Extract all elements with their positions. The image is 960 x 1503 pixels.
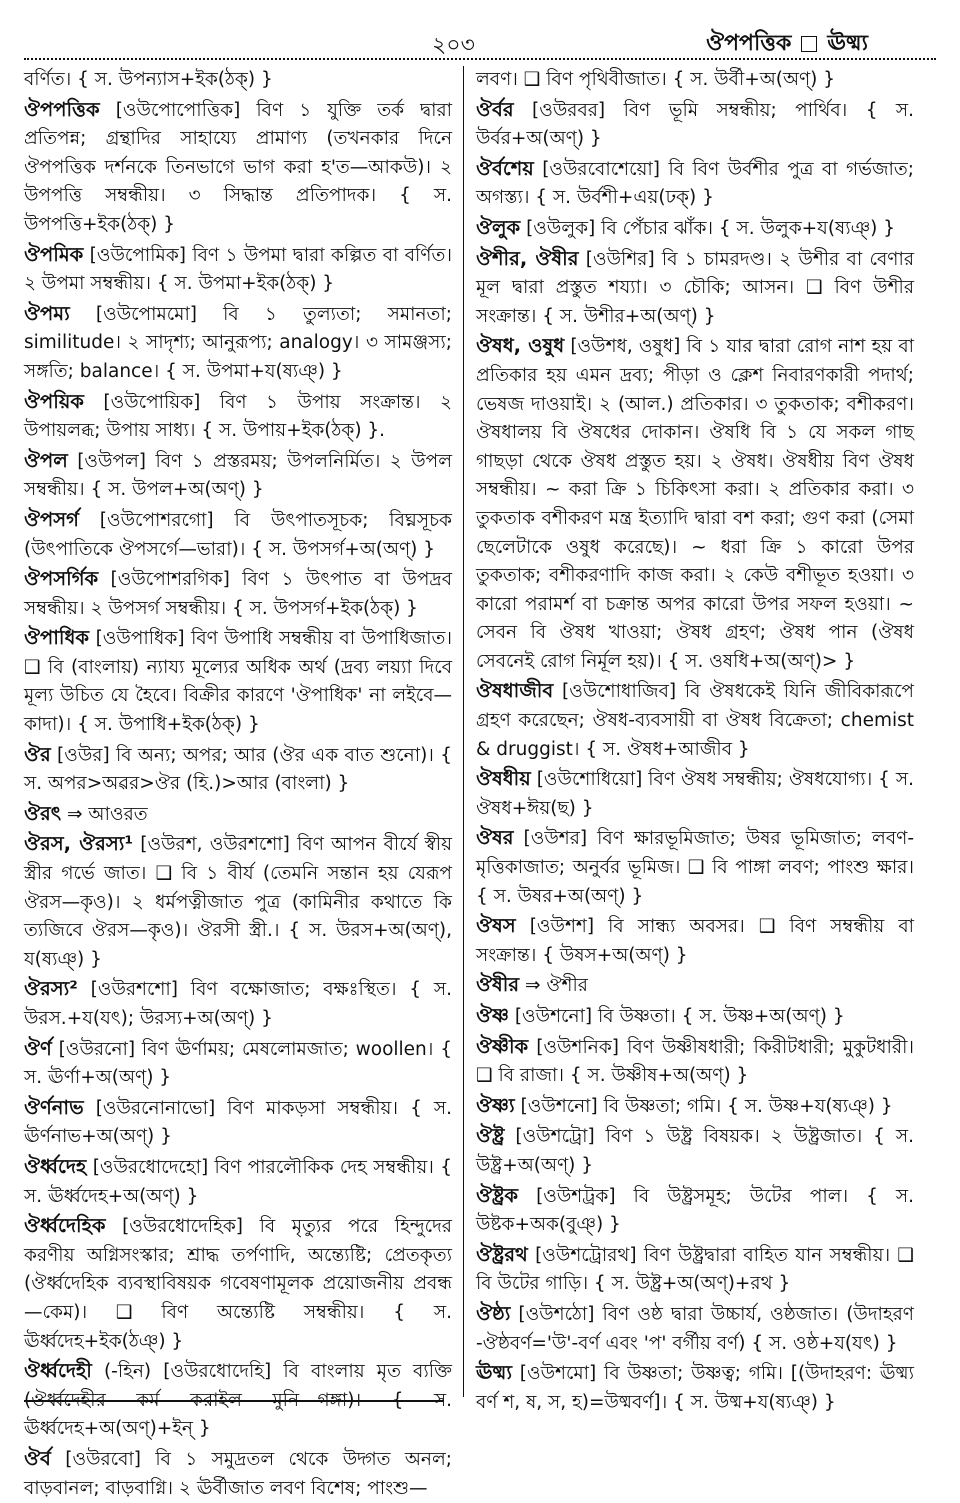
dictionary-entry <box>24 1153 452 1211</box>
entry-definition: [ওউরশশো] বিণ বক্ষোজাত; বক্ষঃস্থিত। { স. উরস.+য(যৎ); উরস্য+অ(অণ্) } <box>24 979 452 1029</box>
entry-headword: ঔর্ণ <box>24 1036 52 1060</box>
dictionary-entry <box>476 677 914 764</box>
entry-headword: ঔরৎ <box>24 801 62 825</box>
entry-headword: ঔরস, ঔরস্য¹ <box>24 832 133 856</box>
entry-definition: [ওউশশ] বি সান্ধ্য অবসর। ❑ বিণ সম্বন্ধীয় বা সংক্রান্ত। { উষস+অ(অণ্) } <box>476 916 914 966</box>
entry-headword: ঔশীর, ঔষীর <box>476 246 579 270</box>
dictionary-entry <box>476 824 914 911</box>
entry-headword: ঔপসর্গ <box>24 507 79 531</box>
entry-headword: ঔলুক <box>476 215 521 239</box>
dictionary-entry <box>24 565 452 623</box>
entry-definition: [ওউরবোশেয়ো] বি বিণ উর্বশীর পুত্র বা গর্ভজাত; অগস্ত্য। { স. উর্বশী+এয়(ঢক্) } <box>476 158 914 209</box>
entry-definition: [ওউরধোদেহো] বিণ পারলৌকিক দেহ সম্বন্ধীয়। { স. ঊর্ধ্বদেহ+অ(অণ্) } <box>24 1156 452 1207</box>
entry-headword: ঔপপত্তিক <box>24 97 100 121</box>
entry-headword: ঔপাধিক <box>24 626 90 650</box>
header-rule <box>24 58 936 60</box>
entry-headword: ঔষ্ণ্য <box>476 1093 515 1117</box>
guide-word-first: ঔপপত্তিক <box>706 31 792 56</box>
entry-definition: [ওউশনিক] বিণ উষ্ণীষধারী; কিরীটধারী; মুকুটধারী। ❑ বি রাজা। { স. উষ্ণীষ+অ(অণ্) } <box>476 1036 914 1087</box>
dictionary-entry <box>476 245 914 332</box>
entry-definition: [ওউলুক] বি পেঁচার ঝাঁক। { স. উলুক+য(ষ্যঞ্) } <box>526 217 896 239</box>
dictionary-entry <box>24 1094 452 1152</box>
entry-headword: ঔষ্ট্র <box>476 1124 505 1148</box>
dictionary-entry <box>476 155 914 213</box>
dictionary-entry <box>24 96 452 240</box>
dictionary-entry <box>476 66 914 95</box>
dictionary-entry <box>24 388 452 446</box>
entry-definition: [ওউরধোদেহিক] বি মৃত্যুর পরে হিন্দুদের করণীয় অগ্নিসংস্কার; শ্রাদ্ধ তর্পণাদি, অন্ত্যেষ্টি; প্রেতকৃত্য (ঔর্ধ্বদেহিক ব্যবস্থাবিষয়ক গবেষণামূলক প্রয়োজনীয় প্রবন্ধ—কেম)। ❑ বিণ অন্ত্যেষ্টি সম্বন্ধীয়। { স. ঊর্ধ্বদেহ+ইক(ঠঞ্) } <box>24 1216 452 1352</box>
entry-definition: [ওউরনো] বিণ ঊর্ণাময়; মেষলোমজাত; woollen। { স. ঊর্ণা+অ(অণ্) } <box>24 1038 452 1089</box>
entry-headword: ঔষধাজীব <box>476 679 554 703</box>
column-divider <box>463 66 464 1397</box>
entry-definition: [ওউশধ, ওষুধ] বি ১ যার দ্বারা রোগ নাশ হয় বা প্রতিকার হয় এমন দ্রব্য; পীড়া ও ক্লেশ নিবারণকারী পদার্থ; ভেষজ দাওয়াই। ২ (আল.) প্রতিকার। ৩ তুকতাক; বশীকরণ। ঔষধালয় বি ঔষধের দোকান। ঔষধি বি ১ যে সকল গাছ গাছড়া থেকে ঔষধ প্রস্তুত হয়। ২ ঔষধ। ঔষধীয় বিণ ঔষধ সম্বন্ধীয়। ~ করা ক্রি ১ চিকিৎসা করা। ২ প্রতিকার করা। ৩ তুকতাক বশীকরণ মন্ত্র ইত্যাদি দ্বারা বশ করা; গুণ করা (সেমা ছেলেটাকে ওষুধ করেছে)। ~ ধরা ক্রি ১ কারো উপর তুকতাক; বশীকরণাদি কাজ করা। ২ কেউ বশীভূত হওয়া। ৩ কারো পরামর্শ বা চক্রান্ত অপর কারো উপর সফল হওয়া। ~ সেবন বি ঔষধ খাওয়া; ঔষধ গ্রহণ; ঔষধ পান (ঔষধ সেবনেই রোগ নির্মূল হয়)। { স. ওষধি+অ(অণ্)> } <box>476 336 914 672</box>
entry-headword: ঔষ্ণীক <box>476 1034 529 1058</box>
dictionary-entry <box>24 1445 452 1503</box>
dictionary-entry <box>476 1033 914 1091</box>
dictionary-entry <box>476 1359 914 1417</box>
entry-definition: [ওউশঠো] বিণ ওষ্ঠ দ্বারা উচ্চার্য, ওষ্ঠজাত। (উদাহরণ -ঔষ্ঠবর্ণ='উ'-বর্ণ এবং 'প' বর্গীয় বর্ণ) { স. ওষ্ঠ+য(যৎ) } <box>476 1303 914 1354</box>
guide-word-last: ঊষ্ম্য <box>827 31 868 56</box>
entry-headword: ঔপল <box>24 448 68 472</box>
entry-headword: ঔষ্ট্রক <box>476 1183 519 1207</box>
entry-headword: ঊষ্ম্য <box>476 1361 513 1385</box>
entry-headword: ঔষধ, ওষুধ <box>476 334 565 358</box>
dictionary-entry <box>24 506 452 564</box>
entry-headword: ঔষস <box>476 914 516 938</box>
entry-headword: ঔষর <box>476 826 514 850</box>
right-column <box>476 66 914 1413</box>
dictionary-entry <box>24 1035 452 1093</box>
entry-headword: ঔষীর <box>476 973 520 997</box>
guide-separator-box <box>801 36 817 52</box>
entry-headword: ঔষ্ণ <box>476 1004 509 1027</box>
entry-headword: ঔপয়িক <box>24 389 84 413</box>
dictionary-entry <box>476 96 914 154</box>
dictionary-entry <box>24 624 452 739</box>
entry-headword: ঔপম্য <box>24 301 70 325</box>
entry-definition: [ওউরনোনাভো] বিণ মাকড়সা সম্বন্ধীয়। { স. ঊর্ণনাভ+অ(অণ্) } <box>24 1097 453 1148</box>
entry-definition: [ওউপাধিক] বিণ উপাধি সম্বন্ধীয় বা উপাধিজাত। ❑ বি (বাংলায়) ন্যায্য মূল্যের অধিক অর্থ (দ্রব্য লয়্যা দিবে মূল্য উচিত যে হৈবে। বিক্রীর কারণে 'ঔপাধিক' না লইবে—কাদা)। { স. উপাধি+ইক(ঠক্) } <box>24 628 452 736</box>
dictionary-entry <box>476 971 914 1001</box>
dictionary-entry <box>476 214 914 244</box>
entry-headword: ঔর্ধ্বদেহিক <box>24 1214 106 1238</box>
dictionary-entry <box>476 1002 914 1032</box>
entry-definition: [ওউপল] বিণ ১ প্রস্তরময়; উপলনির্মিত। ২ উপল সম্বন্ধীয়। { স. উপল+অ(অণ্) } <box>24 450 452 501</box>
entry-definition: [ওউশনো] বি উষ্ণতা; গমি। { স. উষ্ণ+য(ষ্যঞ্) } <box>520 1095 893 1117</box>
entry-headword: ঔষ্ঠ্য <box>476 1301 511 1325</box>
entry-definition: [ওউশির] বি ১ চামরদণ্ড। ২ উশীর বা বেণার মূল দ্বারা প্রস্তুত শয্যা। ৩ চৌকি; আসন। ❑ বিণ উশীর সংক্রান্ত। { স. উশীর+অ(অণ্) } <box>476 248 914 327</box>
entry-definition: [ওউশট্রো] বিণ ১ উষ্ট্র বিষয়ক। ২ উষ্ট্রজাত। { স. উষ্ট্র+অ(অণ্) } <box>476 1126 914 1176</box>
dictionary-entry <box>24 830 452 974</box>
entry-definition: [ওউরবর] বিণ ভূমি সম্বন্ধীয়; পার্থিব। { স. উর্বর+অ(অণ্) } <box>476 99 914 150</box>
page-number: ২০৩ <box>432 33 475 58</box>
entry-definition: (-হিন) [ওউরধোদেহি] বি বাংলায় মৃত ব্যক্তি (ঔর্ধ্বদেহীর কর্ম করাইল মুনি—গঙ্গা)। { স. ঊর্ধ্বদেহ+অ(অণ্)+ইন্ } <box>24 1361 452 1440</box>
entry-headword: ঔপমিক <box>24 242 84 266</box>
entry-headword: ঔর্ণনাভ <box>24 1095 84 1119</box>
entry-definition: [ওউশট্রক] বি উষ্ট্রসমূহ; উটের পাল। { স. উষ্টক+অক(বুঞ্) } <box>476 1185 914 1236</box>
entry-definition: [ওউশমো] বি উষ্ণতা; উষ্ণত্ব; গমি। [(উদাহরণ: ঊষ্ম্য বর্ণ শ, ষ, স, হ)=উষ্মবর্ণ]। { স. উষ্ম+য(ষ্যঞ্) } <box>476 1363 914 1413</box>
entry-headword: ঔর্ধ্বদেহী <box>24 1359 92 1383</box>
dictionary-entry <box>476 1122 914 1180</box>
bottom-rule <box>24 1400 444 1402</box>
entry-definition: [ওউপোশরগিক] বিণ ১ উৎপাত বা উপদ্রব সম্বন্ধীয়। ২ উপসর্গ সম্বন্ধীয়। { স. উপসর্গ+ইক(ঠক্) } <box>24 569 452 619</box>
left-column <box>24 66 453 1499</box>
entry-headword: ঔষধীয় <box>476 767 531 791</box>
entry-definition: [ওউশট্রোরথ] বিণ উষ্ট্রদ্বারা বাহিত যান সম্বন্ধীয়। ❑ বি উটের গাড়ি। { স. উষ্ট্র+অ(অণ্)+রথ } <box>476 1244 914 1295</box>
dictionary-entry <box>24 741 452 799</box>
dictionary-entry <box>24 241 452 299</box>
entry-definition: [ওউপোমমো] বি ১ তুল্যতা; সমানতা; similitude। ২ সাদৃশ্য; আনুরূপ্য; analogy। ৩ সামঞ্জস্য; সঙ্গতি; balance। { স. উপমা+য(ষ্যঞ্) } <box>24 303 452 382</box>
entry-headword: ঔরস্য² <box>24 977 78 1001</box>
dictionary-entry <box>476 765 914 823</box>
entry-definition: [ওউপোয়িক] বিণ ১ উপায় সংক্রান্ত। ২ উপায়লব্ধ; উপায় সাধ্য। { স. উপায়+ইক(ঠক্) }. <box>24 391 452 442</box>
entry-definition: [ওউরবো] বি ১ সমুদ্রতল থেকে উদ্গত অনল; বাড়বানল; বাড়বাগ্নি। ২ ঊর্বীজাত লবণ বিশেষ; পাংশু— <box>24 1448 452 1499</box>
entry-definition: [ওউপোশরগো] বি উৎপাতসূচক; বিঘ্নসূচক (উৎপাতিকে ঔপসর্গে—ভারা)। { স. উপসর্গ+অ(অণ্) } <box>24 509 452 560</box>
dictionary-entry <box>476 1241 914 1299</box>
dictionary-entry <box>24 66 452 95</box>
dictionary-entry <box>24 975 452 1033</box>
entry-definition: [ওউপোমিক] বিণ ১ উপমা দ্বারা কল্পিত বা বর্ণিত। ২ উপমা সম্বন্ধীয়। { স. উপমা+ইক(ঠক্) } <box>24 244 452 295</box>
dictionary-entry <box>24 447 452 505</box>
page-header <box>0 22 960 62</box>
entry-headword: ঔর্বর <box>476 97 514 121</box>
entry-definition: [ওউশোধিয়ো] বিণ ঔষধ সম্বন্ধীয়; ঔষধযোগ্য। { স. ঔষধ+ঈয়(ছ) } <box>476 769 914 819</box>
dictionary-entry <box>476 1092 914 1122</box>
dictionary-entry <box>24 800 452 830</box>
entry-headword: ঔর <box>24 742 51 766</box>
entry-definition: [ওউশনো] বি উষ্ণতা। { স. উষ্ণ+অ(অণ্) } <box>514 1006 845 1027</box>
dictionary-entry <box>24 300 452 387</box>
dictionary-entry <box>476 1300 914 1358</box>
entry-definition: ⇒ ঔশীর <box>524 975 588 997</box>
entry-headword: ঔষ্ট্ররথ <box>476 1242 528 1266</box>
entry-headword: ঔর্ব <box>24 1446 51 1470</box>
entry-definition: লবণ। ❑ বিণ পৃথিবীজাত। { স. উর্বী+অ(অণ্) } <box>476 69 836 90</box>
entry-definition: [ওউশর] বিণ ক্ষারভূমিজাত; উষর ভূমিজাত; লবণ-মৃত্তিকাজাত; অনুর্বর ভূমিজ। ❑ বি পাঙ্গা লবণ; পাংশু ক্ষার। { স. উষর+অ(অণ্) } <box>476 828 914 907</box>
dictionary-entry <box>476 1182 914 1240</box>
entry-definition: [ওউশোধাজিব] বি ঔষধকেই যিনি জীবিকারূপে গ্রহণ করেছেন; ঔষধ-ব্যবসায়ী বা ঔষধ বিক্রেতা; chemist & druggist। { স. ঔষধ+আজীব } <box>476 681 914 760</box>
dictionary-entry <box>24 1212 452 1356</box>
entry-definition: [ওউর] বি অন্য; অপর; আর (ঔর এক বাত শুনো)। { স. অপর>অৱর>ঔর (হি.)>আর (বাংলা) } <box>24 744 452 795</box>
entry-headword: ঔর্বশেয় <box>476 156 534 180</box>
entry-headword: ঔর্ধ্বদেহ <box>24 1154 87 1178</box>
dictionary-entry <box>476 332 914 676</box>
entry-definition: বর্ণিত। { স. উপন্যাস+ইক(ঠক্) } <box>24 69 273 90</box>
entry-definition: [ওউপোপোত্তিক] বিণ ১ যুক্তি তর্ক দ্বারা প্রতিপন্ন; গ্রন্থাদির সাহায্যে প্রামাণ্য (তখনকার দিনে ঔপপত্তিক দর্শনকে তিনভাগে ভাগ করা হ'ত—আকউ)। ২ উপপত্তি সম্বন্ধীয়। ৩ সিদ্ধান্ত প্রতিপাদক। { স. উপপত্তি+ইক(ঠক্) } <box>24 99 452 235</box>
entry-definition: ⇒ আওরত <box>67 803 148 825</box>
entry-headword: ঔপসর্গিক <box>24 567 99 591</box>
entry-definition: [ওউরশ, ওউরশশো] বিণ আপন বীর্যে স্বীয় স্ত্রীর গর্ভে জাত। ❑ বি ১ বীর্য (তেমনি সন্তান হয় যেরূপ ঔরস—কৃও)। ২ ধর্মপত্নীজাত পুত্র (কামিনীর কথাতে কি ত্যজিবে ঔরস—কৃও)। ঔরসী স্ত্রী.। { স. উরস+অ(অণ্), য(ষ্যঞ্) } <box>24 834 452 970</box>
dictionary-entry <box>476 912 914 970</box>
